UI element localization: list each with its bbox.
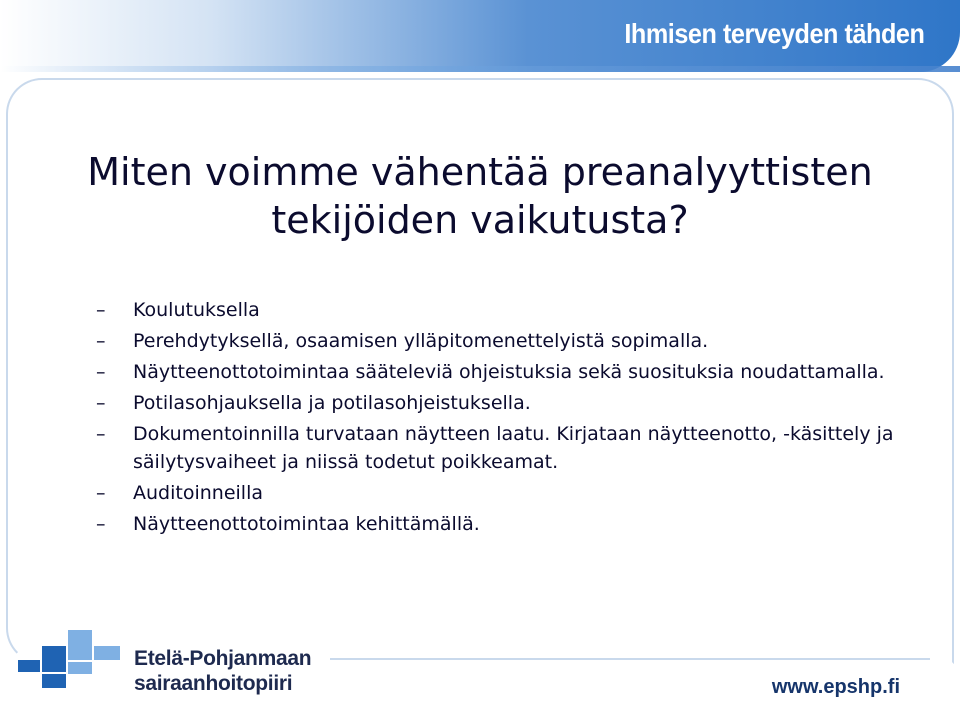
bullet-marker: – (96, 482, 106, 504)
logo-line-1: Etelä-Pohjanmaan (134, 647, 312, 670)
bullet-marker: – (96, 361, 106, 383)
bullet-marker: – (96, 299, 106, 321)
bullet-item (96, 358, 916, 386)
bullet-text: Näytteenottotoimintaa kehittämällä. (133, 513, 480, 535)
bullet-text: Potilasohjauksella ja potilasohjeistuksella. (133, 392, 531, 414)
bullet-item (96, 479, 916, 507)
bullet-marker: – (96, 330, 106, 352)
title-line-1: Miten voimme vähentää preanalyyttisten (87, 150, 873, 194)
logo-line-2: sairaanhoitopiiri (134, 672, 293, 695)
bullet-item (96, 420, 916, 476)
frame-divider (330, 658, 930, 660)
website-link[interactable]: www.epshp.fi (771, 676, 900, 698)
cross-logo-icon (14, 626, 124, 690)
bullet-marker: – (96, 513, 106, 535)
bullet-item (96, 327, 916, 355)
tagline: Ihmisen terveyden tähden (623, 18, 924, 49)
bullet-item (96, 296, 916, 324)
header-banner (0, 0, 960, 72)
bullet-text: Perehdytyksellä, osaamisen ylläpitomenettelyistä sopimalla. (133, 330, 709, 352)
bullet-text: Dokumentoinnilla turvataan näytteen laatu. Kirjataan näytteenotto, -käsittely ja säilytysvaiheet ja niissä todetut poikkeamat. (133, 423, 894, 473)
title-line-2: tekijöiden vaikutusta? (271, 198, 689, 242)
bullet-text: Koulutuksella (133, 299, 260, 321)
bullet-list (96, 296, 916, 541)
bullet-item (96, 510, 916, 538)
bullet-marker: – (96, 423, 106, 445)
bullet-text: Näytteenottotoimintaa sääteleviä ohjeistuksia sekä suosituksia noudattamalla. (133, 361, 885, 383)
bullet-marker: – (96, 392, 106, 414)
organization-logo-text (134, 646, 311, 696)
slide-title (0, 148, 960, 244)
bullet-item (96, 389, 916, 417)
bullet-text: Auditoinneilla (133, 482, 263, 504)
